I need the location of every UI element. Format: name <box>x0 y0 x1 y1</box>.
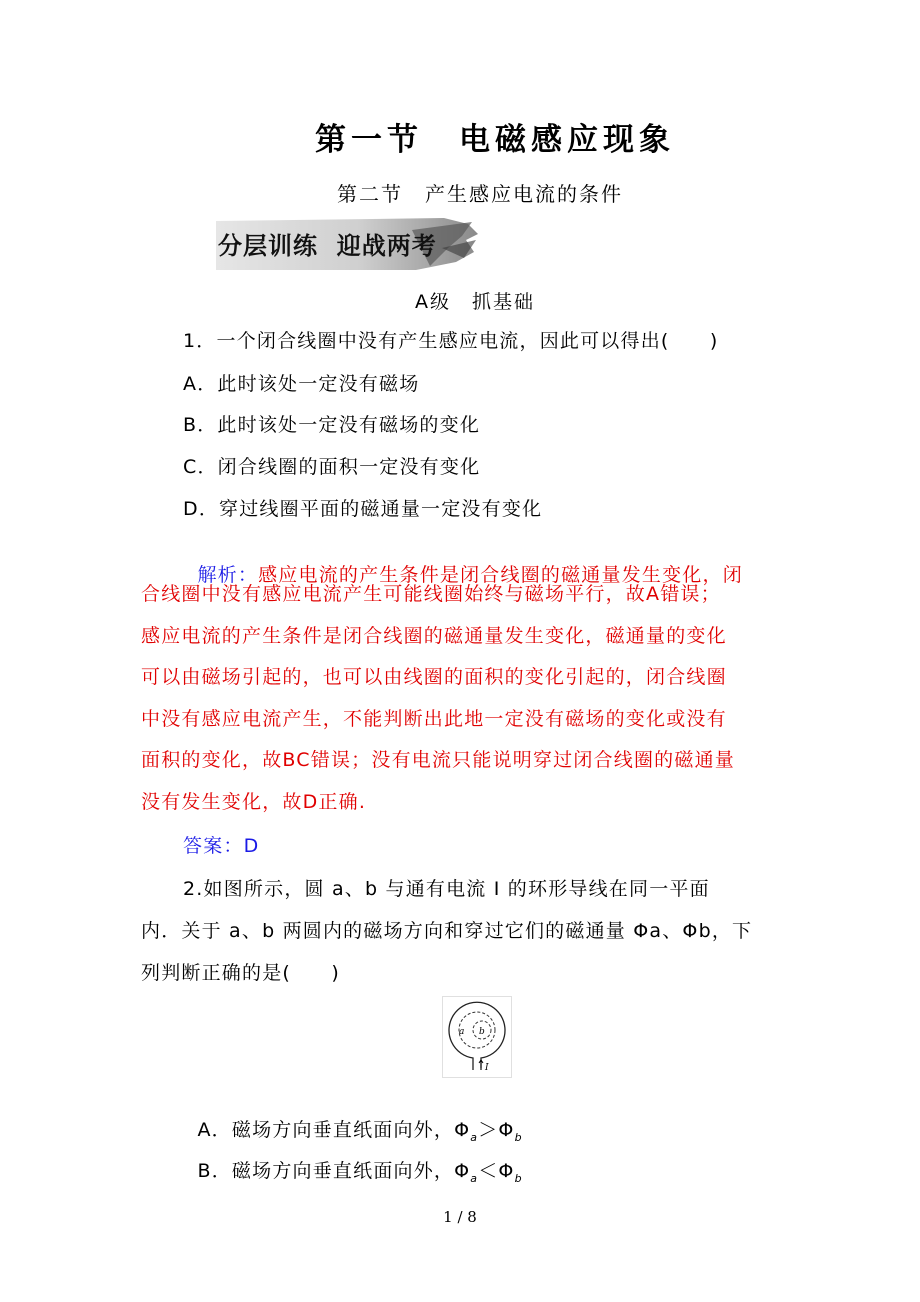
question-1-option-b: B．此时该处一定没有磁场的变化 <box>183 414 481 436</box>
page-number: 1 / 8 <box>443 1208 477 1226</box>
question-1-option-a: A．此时该处一定没有磁场 <box>183 373 420 395</box>
analysis-text: 没有发生变化，故D正确. <box>141 791 367 813</box>
question-2-option-a: A．磁场方向垂直纸面向外，$\Phi_a>\Phi_b$ <box>197 1119 523 1144</box>
level-heading: A级 抓基础 <box>415 291 535 313</box>
question-1-option-c: C．闭合线圈的面积一定没有变化 <box>183 456 481 478</box>
banner-label: 分层训练 迎战两考 <box>218 232 437 260</box>
analysis-text: 中没有感应电流产生，不能判断出此地一定没有磁场的变化或没有 <box>141 708 727 730</box>
figure-label-current: I <box>485 1063 489 1073</box>
analysis-text: 感应电流的产生条件是闭合线圈的磁通量发生变化，闭 <box>258 564 743 586</box>
question-1-option-d: D．穿过线圈平面的磁通量一定没有变化 <box>183 498 543 520</box>
figure-label-b: b <box>479 1027 485 1037</box>
ring-current-figure <box>442 996 512 1078</box>
analysis-text: 可以由磁场引起的，也可以由线圈的面积的变化引起的，闭合线圈 <box>141 666 727 688</box>
question-2-stem-line: 内．关于 a、b 两圆内的磁场方向和穿过它们的磁通量 Φa、Φb，下 <box>141 920 753 942</box>
question-1-stem: 1．一个闭合线圈中没有产生感应电流，因此可以得出( ) <box>183 330 719 352</box>
analysis-text: 感应电流的产生条件是闭合线圈的磁通量发生变化，磁通量的变化 <box>141 625 727 647</box>
question-2-stem-line: 列判断正确的是( ) <box>141 962 341 984</box>
analysis-text: 合线圈中没有感应电流产生可能线圈始终与磁场平行，故A错误； <box>141 583 721 605</box>
analysis-label: 解析： <box>197 564 259 586</box>
analysis-text: 面积的变化，故BC错误；没有电流只能说明穿过闭合线圈的磁通量 <box>141 749 735 771</box>
question-2-option-b: B．磁场方向垂直纸面向外，$\Phi_a<\Phi_b$ <box>197 1160 523 1185</box>
section-title: 第一节 电磁感应现象 <box>315 122 675 158</box>
question-2-stem-line: 2.如图所示，圆 a、b 与通有电流 I 的环形导线在同一平面 <box>183 878 710 900</box>
section-subtitle: 第二节 产生感应电流的条件 <box>337 182 623 206</box>
question-1-answer: 答案：D <box>183 835 260 857</box>
figure-label-a: a <box>459 1027 465 1037</box>
